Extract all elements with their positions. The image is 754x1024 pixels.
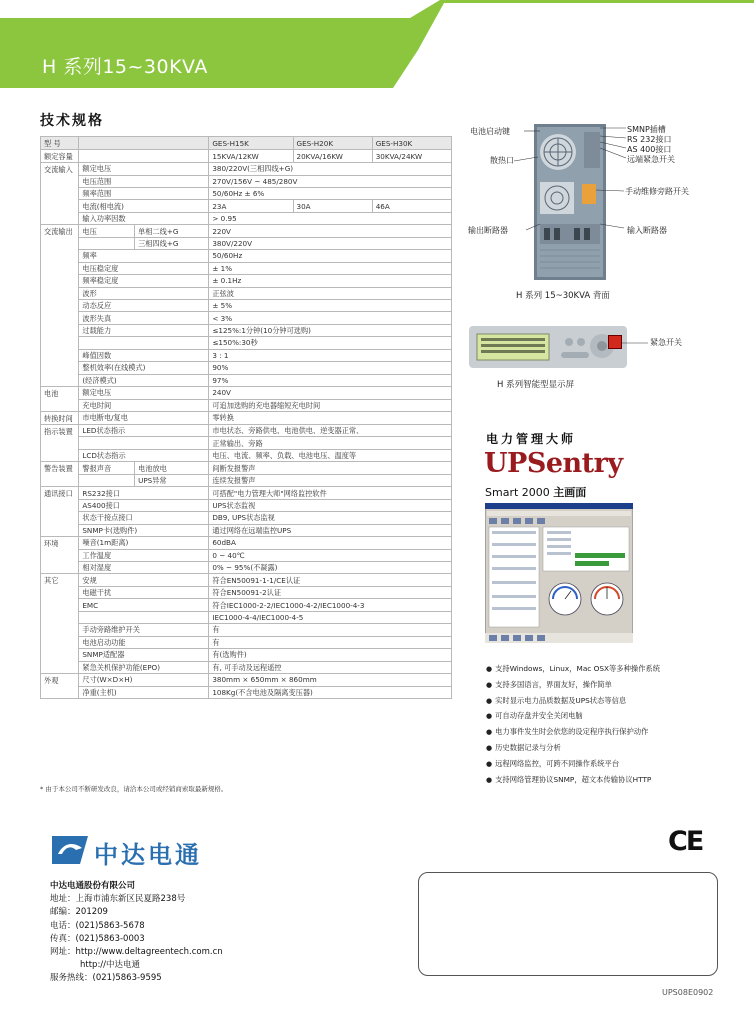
software-feature-list — [486, 661, 660, 787]
spec-row — [41, 349, 452, 361]
spec-cell: 正弦波 — [209, 287, 452, 299]
company-hotline: 服务热线：(021)5863-9595 — [50, 973, 162, 984]
footnote: * 由于本公司不断研发改良，请洽本公司或经销商索取最新规格。 — [40, 785, 228, 793]
ce-mark: CE — [668, 826, 703, 857]
spec-row — [41, 262, 452, 274]
company-info — [50, 880, 223, 986]
spec-cell: 安规 — [79, 574, 209, 587]
spec-cell: 46A — [372, 200, 451, 212]
spec-cell: 有 — [209, 624, 452, 636]
spec-cell: 市电断电/复电 — [79, 411, 209, 424]
spec-cell — [41, 337, 79, 349]
spec-cell — [41, 474, 79, 486]
spec-cell — [41, 212, 79, 224]
spec-cell: 间断发报警声 — [209, 462, 452, 475]
spec-cell: 峰值因数 — [79, 349, 209, 361]
spec-cell: 波形失真 — [79, 312, 209, 324]
spec-cell: 额定电压 — [79, 387, 209, 400]
spec-row — [41, 175, 452, 187]
spec-cell — [79, 474, 135, 486]
spec-section-title: 技术规格 — [40, 113, 104, 129]
spec-cell: 转换时间 — [41, 411, 79, 424]
spec-row — [41, 424, 452, 437]
spec-row — [41, 611, 452, 623]
callout-lines — [500, 124, 630, 234]
feature-item: ● 实时显示电力品质数据及UPS状态等信息 — [486, 693, 660, 709]
spec-cell: UPS异常 — [135, 474, 209, 486]
software-title: 电力管理大师 — [486, 432, 577, 446]
spec-cell: 指示装置 — [41, 424, 79, 437]
spec-cell — [41, 437, 79, 449]
spec-cell: 0% ~ 95%(不凝露) — [209, 562, 452, 574]
spec-cell: ≤125%:1分钟(10分钟可选购) — [209, 324, 452, 336]
spec-cell: 符合EN50091-2认证 — [209, 586, 452, 598]
spec-row — [41, 636, 452, 648]
spec-cell: 380V/220V — [209, 237, 452, 249]
delta-logo-icon — [50, 832, 90, 868]
spec-cell: 额定容量 — [41, 150, 79, 163]
spec-row — [41, 163, 452, 176]
spec-cell: 20KVA/16KW — [293, 150, 372, 163]
spec-cell: 电压稳定度 — [79, 262, 209, 274]
spec-cell — [41, 649, 79, 661]
spec-cell: 充电时间 — [79, 399, 209, 411]
spec-cell — [41, 275, 79, 287]
spec-cell: 通过网络在远端监控UPS — [209, 524, 452, 536]
spec-cell: 有, 可手动及远程遥控 — [209, 661, 452, 673]
company-fax: 传真：(021)5863-0003 — [50, 933, 145, 944]
feature-item: ● 支持网络管理协议SNMP，超文本传输协议HTTP — [486, 772, 660, 788]
spec-cell — [41, 524, 79, 536]
spec-cell: 电流(相电流) — [79, 200, 209, 212]
spec-cell: 交流输入 — [41, 163, 79, 176]
company-website-alt[interactable]: http://中达电通 — [80, 960, 141, 971]
spec-cell — [41, 262, 79, 274]
spec-row — [41, 649, 452, 661]
spec-cell: GES-H15K — [209, 137, 293, 150]
label-remote-epo: 远端紧急开关 — [627, 155, 675, 164]
emergency-switch-icon — [608, 335, 622, 349]
spec-row — [41, 150, 452, 163]
spec-cell: 正常输出、旁路 — [209, 437, 452, 449]
spec-row — [41, 686, 452, 698]
spec-row — [41, 187, 452, 199]
display-caption: H 系列智能型显示屏 — [497, 380, 575, 390]
spec-cell: 环境 — [41, 537, 79, 550]
spec-cell: 380/220V(三相四线+G) — [209, 163, 452, 176]
spec-row — [41, 399, 452, 411]
spec-cell: UPS状态监视 — [209, 499, 452, 511]
spec-cell — [41, 312, 79, 324]
spec-row — [41, 574, 452, 587]
spec-cell: 220V — [209, 225, 452, 238]
spec-cell — [41, 175, 79, 187]
spec-row — [41, 250, 452, 262]
label-vent: 散热口 — [490, 156, 514, 165]
spec-cell: 可追加选购的充电器缩短充电时间 — [209, 399, 452, 411]
spec-cell: 30KVA/24KW — [372, 150, 451, 163]
spec-cell: 60dBA — [209, 537, 452, 550]
feature-item: ● 可自动存盘并安全关闭电脑 — [486, 708, 660, 724]
spec-cell: ± 5% — [209, 299, 452, 311]
spec-cell — [41, 661, 79, 673]
spec-row — [41, 449, 452, 461]
spec-cell — [41, 499, 79, 511]
company-address: 地址：上海市浦东新区民夏路238号 — [50, 894, 186, 905]
company-logo-text: 中达电通 — [94, 841, 202, 869]
spec-cell: 50/60Hz — [209, 250, 452, 262]
feature-item: ● 远程网络监控，可跨不同操作系统平台 — [486, 756, 660, 772]
spec-row — [41, 324, 452, 336]
spec-row — [41, 512, 452, 524]
spec-cell: 手动旁路维护开关 — [79, 624, 209, 636]
spec-row — [41, 462, 452, 475]
spec-cell — [41, 299, 79, 311]
spec-cell: AS400接口 — [79, 499, 209, 511]
spec-cell: 连续发报警声 — [209, 474, 452, 486]
spec-cell — [41, 287, 79, 299]
spec-cell: 23A — [209, 200, 293, 212]
spec-cell: SNMP卡(选购件) — [79, 524, 209, 536]
company-phone: 电话：(021)5863-5678 — [50, 920, 145, 931]
spec-cell: 市电状态、旁路供电、电池供电、逆变器正常、 — [209, 424, 452, 437]
spec-cell: GES-H20K — [293, 137, 372, 150]
company-name: 中达电通股份有限公司 — [50, 881, 136, 891]
display-panel-image — [469, 326, 627, 368]
spec-cell: 工作温度 — [79, 549, 209, 561]
spec-cell: 符合EN50091-1-1/CE认证 — [209, 574, 452, 587]
spec-cell: 波形 — [79, 287, 209, 299]
upsentry-logo: UPSentry — [484, 448, 623, 479]
label-rs232: RS 232接口 — [627, 135, 672, 144]
spec-row — [41, 337, 452, 349]
feature-item: ● 支持Windows，Linux，Mac OSX等多种操作系统 — [486, 661, 660, 677]
spec-cell: SNMP适配器 — [79, 649, 209, 661]
spec-row — [41, 499, 452, 511]
spec-row — [41, 599, 452, 611]
spec-cell: 过载能力 — [79, 324, 209, 336]
spec-cell: 尺寸(W×D×H) — [79, 674, 209, 687]
spec-cell — [41, 562, 79, 574]
spec-row — [41, 487, 452, 500]
spec-cell: (经济模式) — [79, 374, 209, 386]
spec-table — [40, 136, 452, 699]
spec-row — [41, 387, 452, 400]
label-output-breaker: 输出断路器 — [468, 226, 508, 235]
spec-cell: < 3% — [209, 312, 452, 324]
spec-cell: ≤150%:30秒 — [209, 337, 452, 349]
software-subtitle — [485, 484, 586, 500]
spec-row — [41, 237, 452, 249]
company-postcode: 邮编：201209 — [50, 907, 108, 918]
spec-row — [41, 275, 452, 287]
callout-line-epo — [622, 340, 650, 346]
spec-cell — [79, 437, 209, 449]
spec-cell: LED状态指示 — [79, 424, 209, 437]
spec-cell: ± 1% — [209, 262, 452, 274]
back-view-caption: H 系列 15~30KVA 背面 — [516, 291, 610, 301]
spec-row — [41, 624, 452, 636]
spec-cell — [41, 250, 79, 262]
spec-cell — [41, 187, 79, 199]
document-number: UPS08E0902 — [662, 988, 714, 997]
spec-cell — [79, 150, 209, 163]
spec-row — [41, 212, 452, 224]
spec-cell: > 0.95 — [209, 212, 452, 224]
label-as400: AS 400接口 — [627, 145, 672, 154]
spec-cell: 有(选购件) — [209, 649, 452, 661]
spec-cell — [41, 599, 79, 611]
label-input-breaker: 输入断路器 — [627, 226, 667, 235]
spec-row — [41, 225, 452, 238]
dealer-stamp-box — [418, 872, 718, 976]
spec-cell — [41, 200, 79, 212]
spec-cell — [79, 611, 209, 623]
spec-cell: 电压、电流、频率、负载、电池电压、温度等 — [209, 449, 452, 461]
spec-row — [41, 287, 452, 299]
spec-cell — [41, 374, 79, 386]
spec-cell: RS232接口 — [79, 487, 209, 500]
spec-cell: LCD状态指示 — [79, 449, 209, 461]
label-snmp-slot: SMNP插槽 — [627, 125, 666, 134]
spec-cell: 零转换 — [209, 411, 452, 424]
spec-cell — [41, 512, 79, 524]
spec-cell: 电池 — [41, 387, 79, 400]
spec-row — [41, 362, 452, 374]
spec-cell — [41, 449, 79, 461]
spec-cell: 频率范围 — [79, 187, 209, 199]
spec-cell: 有 — [209, 636, 452, 648]
spec-cell: 符合IEC1000-2-2/IEC1000-4-2/IEC1000-4-3 — [209, 599, 452, 611]
spec-cell: 电池放电 — [135, 462, 209, 475]
spec-cell: 97% — [209, 374, 452, 386]
spec-cell — [41, 349, 79, 361]
spec-cell: GES-H30K — [372, 137, 451, 150]
spec-cell: 频率稳定度 — [79, 275, 209, 287]
spec-cell: 其它 — [41, 574, 79, 587]
header-banner — [0, 0, 754, 100]
label-battery-start: 电池启动键 — [470, 127, 510, 136]
label-emergency-switch: 紧急开关 — [650, 338, 682, 347]
spec-cell — [41, 362, 79, 374]
spec-cell: 警报声音 — [79, 462, 135, 475]
spec-cell: DB9, UPS状态监视 — [209, 512, 452, 524]
product-series-title: H 系列15~30KVA — [42, 56, 208, 78]
label-bypass-switch: 手动维修旁路开关 — [625, 187, 689, 196]
spec-cell: 净重(主机) — [79, 686, 209, 698]
spec-cell: 0 ~ 40℃ — [209, 549, 452, 561]
spec-row — [41, 549, 452, 561]
spec-cell: 270V/156V ~ 485/280V — [209, 175, 452, 187]
spec-row — [41, 374, 452, 386]
spec-cell: 噪音(1m距离) — [79, 537, 209, 550]
spec-cell: 警告装置 — [41, 462, 79, 475]
spec-cell — [79, 337, 209, 349]
spec-cell — [41, 686, 79, 698]
spec-row — [41, 537, 452, 550]
software-version: Smart 2000 — [485, 486, 550, 499]
feature-item: ● 支持多国语言，界面友好，操作简单 — [486, 677, 660, 693]
spec-cell: 电磁干扰 — [79, 586, 209, 598]
banner-shape — [0, 0, 754, 100]
spec-cell: 单相二线+G — [135, 225, 209, 238]
spec-cell: 240V — [209, 387, 452, 400]
company-website[interactable]: 网址：http://www.deltagreentech.com.cn — [50, 947, 223, 958]
spec-cell — [41, 324, 79, 336]
spec-cell: 整机效率(在线模式) — [79, 362, 209, 374]
spec-cell: 通讯接口 — [41, 487, 79, 500]
spec-cell: 380mm × 650mm × 860mm — [209, 674, 452, 687]
spec-cell: 3 : 1 — [209, 349, 452, 361]
spec-cell: EMC — [79, 599, 209, 611]
spec-row — [41, 674, 452, 687]
spec-row — [41, 586, 452, 598]
spec-cell: 输入功率因数 — [79, 212, 209, 224]
spec-cell: 动态反应 — [79, 299, 209, 311]
spec-cell — [41, 399, 79, 411]
software-screen-name: 主画面 — [553, 486, 587, 499]
spec-cell: 30A — [293, 200, 372, 212]
spec-cell: IEC1000-4-4/IEC1000-4-5 — [209, 611, 452, 623]
spec-cell: 电池启动功能 — [79, 636, 209, 648]
spec-cell — [41, 586, 79, 598]
spec-row — [41, 312, 452, 324]
spec-cell: 可搭配"电力管理大师"网络监控软件 — [209, 487, 452, 500]
spec-row — [41, 437, 452, 449]
spec-row — [41, 200, 452, 212]
spec-cell — [41, 624, 79, 636]
software-screenshot-image — [485, 503, 633, 643]
spec-cell: 电压范围 — [79, 175, 209, 187]
spec-cell — [41, 237, 79, 249]
spec-cell: 频率 — [79, 250, 209, 262]
spec-cell — [41, 611, 79, 623]
spec-cell — [79, 137, 209, 150]
spec-row — [41, 562, 452, 574]
spec-row — [41, 137, 452, 150]
spec-cell: 额定电压 — [79, 163, 209, 176]
spec-cell: 三相四线+G — [135, 237, 209, 249]
spec-row — [41, 661, 452, 673]
feature-item: ● 电力事件发生时会依您的设定程序执行保护动作 — [486, 724, 660, 740]
spec-cell: 紧急关机保护功能(EPO) — [79, 661, 209, 673]
spec-cell: ± 0.1Hz — [209, 275, 452, 287]
spec-cell: 外观 — [41, 674, 79, 687]
spec-cell: 108Kg(不含电池及隔离变压器) — [209, 686, 452, 698]
feature-item: ● 历史数据记录与分析 — [486, 740, 660, 756]
spec-row — [41, 411, 452, 424]
spec-row — [41, 524, 452, 536]
spec-cell: 90% — [209, 362, 452, 374]
spec-cell — [41, 636, 79, 648]
spec-cell: 15KVA/12KW — [209, 150, 293, 163]
spec-cell — [79, 237, 135, 249]
spec-cell: 50/60Hz ± 6% — [209, 187, 452, 199]
spec-cell: 交流输出 — [41, 225, 79, 238]
spec-cell: 状态干接点接口 — [79, 512, 209, 524]
spec-cell — [41, 549, 79, 561]
spec-row — [41, 299, 452, 311]
spec-row — [41, 474, 452, 486]
spec-cell: 型 号 — [41, 137, 79, 150]
spec-cell: 电压 — [79, 225, 135, 238]
spec-cell: 相对湿度 — [79, 562, 209, 574]
